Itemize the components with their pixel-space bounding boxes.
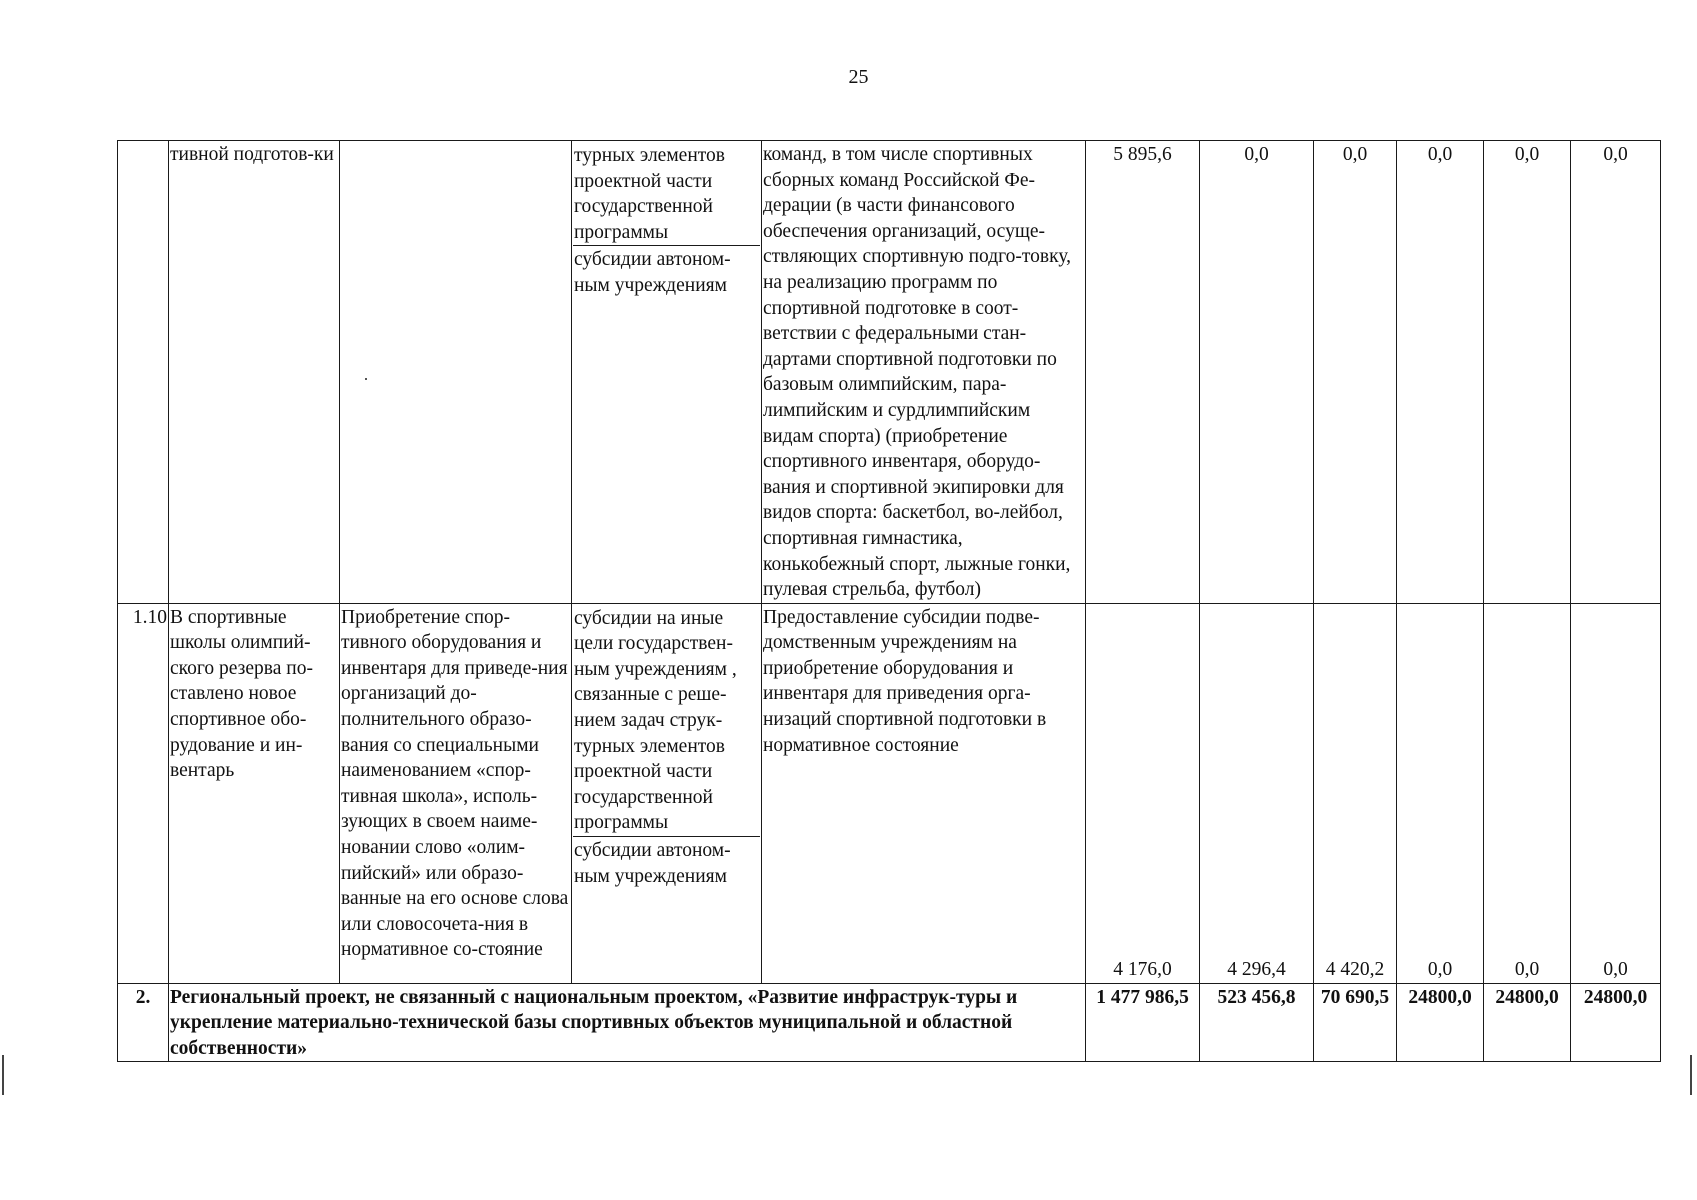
expense-type-cell [572, 141, 762, 604]
value-cell: 0,0 [1571, 141, 1661, 604]
result-cell: тивной подготов-ки [169, 141, 340, 604]
row-number: 2. [118, 983, 169, 1062]
value-cell: 24800,0 [1571, 983, 1661, 1062]
row-number: 1.10 [118, 603, 169, 983]
event-cell [340, 141, 572, 604]
value-cell: 523 456,8 [1200, 983, 1314, 1062]
scan-speck [365, 378, 367, 380]
value-cell: 0,0 [1200, 141, 1314, 604]
value-cell: 24800,0 [1484, 983, 1571, 1062]
value-cell: 0,0 [1397, 141, 1484, 604]
value-cell: 4 296,4 [1200, 603, 1314, 983]
result-cell: В спортивные школы олимпий-ского резерва по-ставлено новое спортивное обо-рудование и ин-вентарь [169, 603, 340, 983]
value-cell: 1 477 986,5 [1086, 983, 1200, 1062]
row-number [118, 141, 169, 604]
scan-edge-mark [2, 1055, 4, 1095]
description-cell: команд, в том числе спортивных сборных команд Российской Фе-дерации (в части финансового обеспечения организаций, осуще-ствляющих спортивную подго-товку, на реализацию программ по спортивной подготовке в соот-ветствии с федеральными стан-дартами спортивной подготовки по базовым олимпийским, пара-лимпийским и сурдлимпийским видам спорта) (приобретение спортивного инвентаря, оборудо-вания и спортивной экипировки для видов спорта: баскетбол, во-лейбол, спортивная гимнастика, конькобежный спорт, лыжные гонки, пулевая стрельба, футбол) [762, 141, 1086, 604]
page-number: 25 [848, 66, 869, 88]
expense-type-cell [572, 603, 762, 983]
table-row [118, 983, 1661, 1062]
expense-type-top: субсидии на иные цели государствен-ным учреждениям , связанные с реше-нием задач струк-турных элементов проектной части государственной программы [573, 605, 760, 837]
value-cell: 0,0 [1571, 603, 1661, 983]
table-row [118, 603, 1661, 983]
expense-type-bottom: субсидии автоном-ным учреждениям [574, 249, 731, 296]
description-cell: Предоставление субсидии подве-домственным учреждениям на приобретение оборудования и инвентаря для приведения орга-низаций спортивной подготовки в нормативное состояние [762, 603, 1086, 983]
value-cell: 0,0 [1484, 141, 1571, 604]
value-cell: 5 895,6 [1086, 141, 1200, 604]
value-cell: 70 690,5 [1314, 983, 1397, 1062]
expense-type-bottom: субсидии автоном-ным учреждениям [574, 840, 731, 887]
value-cell: 0,0 [1484, 603, 1571, 983]
value-cell: 0,0 [1314, 141, 1397, 604]
value-cell: 24800,0 [1397, 983, 1484, 1062]
project-title-cell: Региональный проект, не связанный с национальным проектом, «Развитие инфраструк-туры и укрепление материально-технической базы спортивных объектов муниципальной и областной собственности» [169, 983, 1086, 1062]
value-cell: 0,0 [1397, 603, 1484, 983]
budget-table [117, 140, 1661, 1062]
event-cell: Приобретение спор-тивного оборудования и инвентаря для приведе-ния организаций до-полнительного образо-вания со специальными наименованием «спор-тивная школа», исполь-зующих в своем наиме-новании слово «олим-пийский» или образо-ванные на его основе слова или словосочета-ния в нормативное со-стояние [340, 603, 572, 983]
scan-edge-mark [1690, 1055, 1692, 1095]
expense-type-top: турных элементов проектной части государственной программы [573, 142, 760, 246]
table-row [118, 141, 1661, 604]
value-cell: 4 176,0 [1086, 603, 1200, 983]
value-cell: 4 420,2 [1314, 603, 1397, 983]
